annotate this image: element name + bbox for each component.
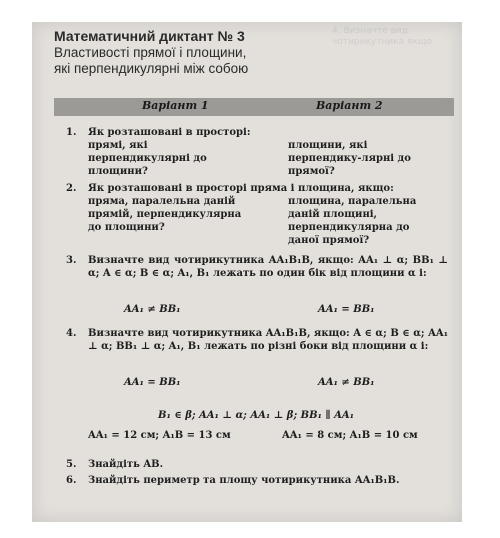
variant-1-condition: AA₁ ≠ BB₁	[124, 304, 181, 315]
variant-2-answer: площина, паралельна даній площині, перпендикулярна до даної прямої?	[288, 196, 417, 246]
variant-1-answer: прямі, які перпендикулярні до площини?	[88, 140, 207, 177]
worksheet-page	[32, 22, 462, 522]
question-number: 2.	[66, 183, 77, 194]
subtitle-line-1: Властивості прямої і площини,	[54, 45, 247, 60]
variant-2-answer: площини, які перпендику-лярні до прямої?	[288, 140, 411, 177]
header	[54, 28, 454, 77]
variant-1-condition: AA₁ = BB₁	[124, 377, 181, 388]
subtitle-line-2: які перпендикулярні між собою	[54, 61, 249, 76]
variant-2-condition: AA₁ ≠ BB₁	[318, 377, 375, 388]
question-number: 1.	[66, 127, 77, 138]
variant-1-data: AA₁ = 12 см; A₁B = 13 см	[88, 430, 231, 441]
bleed-through-text: 4. Визначте вид чотирикутника якщо	[332, 26, 432, 47]
question-text: Як розташовані в просторі пряма і площина, якщо:	[88, 183, 394, 194]
common-condition: B₁ ∈ β; AA₁ ⊥ α; AA₁ ⊥ β; BB₁ ∥ AA₁	[158, 410, 355, 421]
question-text: Знайдіть AB.	[88, 459, 164, 470]
variant-2-condition: AA₁ = BB₁	[318, 304, 375, 315]
question-text: Знайдіть периметр та площу чотирикутника AA₁B₁B.	[88, 475, 400, 486]
question-number: 4.	[66, 328, 77, 339]
variant-header-bar	[54, 98, 454, 116]
question-number: 3.	[66, 255, 77, 266]
variant-2-label: Варіант 2	[316, 99, 383, 112]
page-title: Математичний диктант № 3	[54, 28, 245, 44]
question-text: Визначте вид чотирикутника AA₁B₁B, якщо: A ∈ α; B ∈ α; AA₁ ⊥ α; BB₁ ⊥ α; A₁, B₁ лежать по різні боки від площини α і:	[88, 328, 448, 352]
question-text: Як розташовані в просторі:	[88, 127, 251, 138]
variant-2-data: AA₁ = 8 см; A₁B = 10 см	[282, 430, 418, 441]
question-number: 6.	[66, 475, 77, 486]
variant-1-answer: пряма, паралельна даній прямій, перпендикулярна до площини?	[88, 196, 242, 233]
variant-1-label: Варіант 1	[142, 99, 209, 112]
question-number: 5.	[66, 459, 77, 470]
question-text: Визначте вид чотирикутника AA₁B₁B, якщо: AA₁ ⊥ α; BB₁ ⊥ α; A ∈ α; B ∈ α; A₁, B₁ лежать по один бік від площини α і:	[88, 255, 448, 279]
